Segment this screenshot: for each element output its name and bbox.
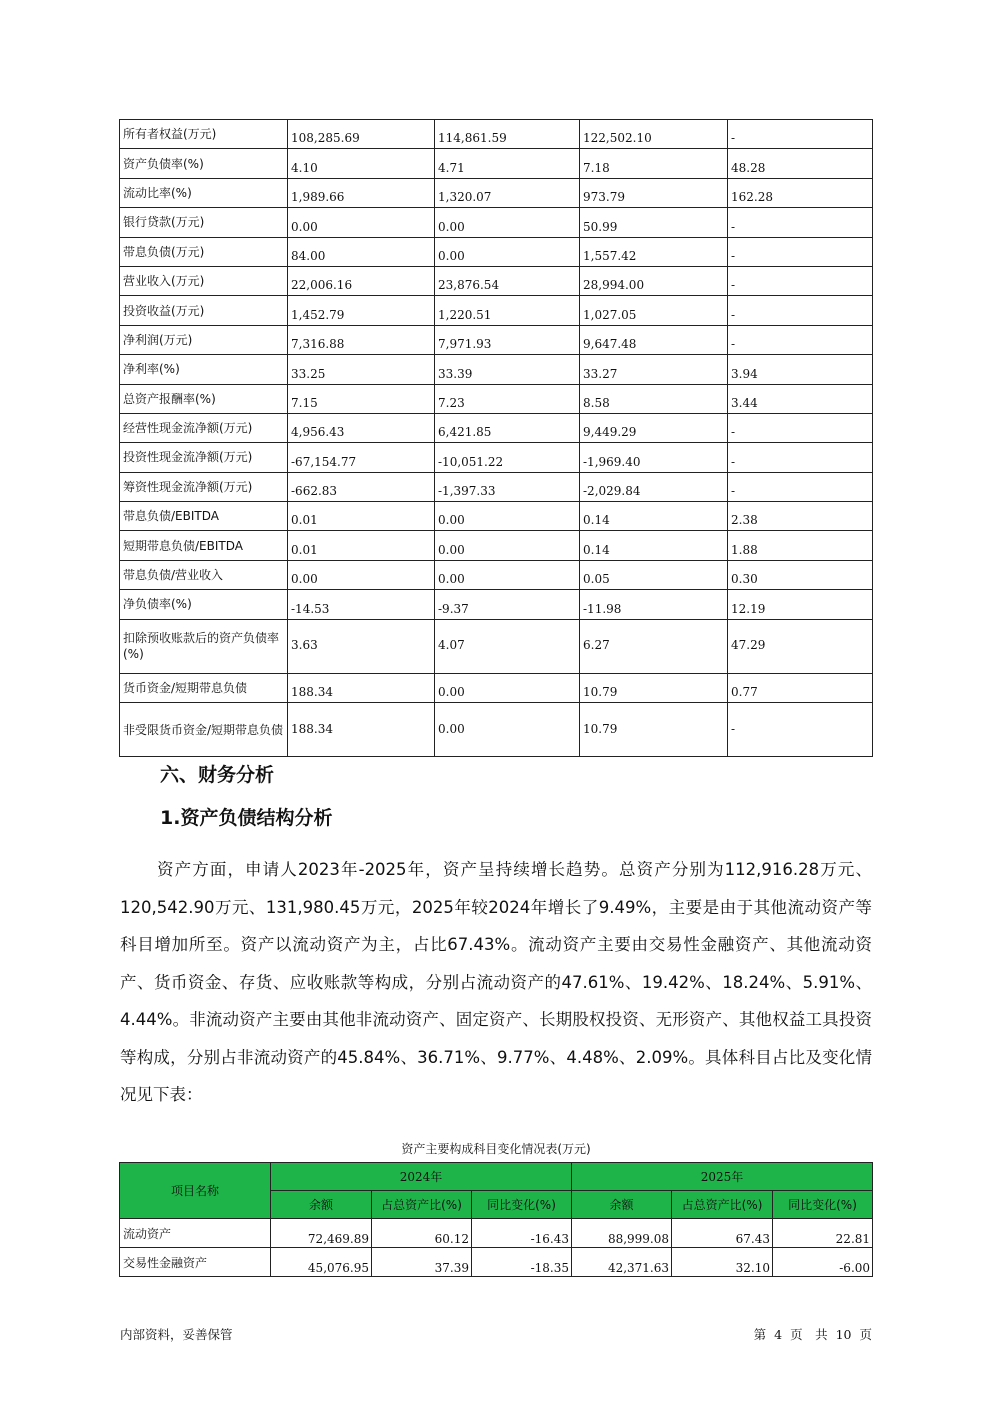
table-row xyxy=(120,619,873,673)
financial-metrics-table xyxy=(119,119,873,757)
row-label: 带息负债(万元) xyxy=(120,237,288,266)
row-label: 投资性现金流净额(万元) xyxy=(120,443,288,472)
section-title: 六、财务分析 xyxy=(160,764,275,786)
cell-value: 67.43 xyxy=(672,1219,773,1248)
table-row xyxy=(120,472,873,501)
row-label: 总资产报酬率(%) xyxy=(120,384,288,413)
cell-value: 3.63 xyxy=(288,619,435,673)
cell-value: - xyxy=(728,208,873,237)
cell-value: -16.43 xyxy=(472,1219,572,1248)
row-label: 货币资金/短期带息负债 xyxy=(120,673,288,702)
cell-value: 7.18 xyxy=(580,149,728,178)
table-row xyxy=(120,413,873,442)
table-row xyxy=(120,531,873,560)
subheader-yoy: 同比变化(%) xyxy=(472,1191,572,1219)
table-row xyxy=(120,502,873,531)
cell-value: -14.53 xyxy=(288,590,435,619)
subheader-share: 占总资产比(%) xyxy=(672,1191,773,1219)
cell-value: 0.01 xyxy=(288,502,435,531)
cell-value: 188.34 xyxy=(288,673,435,702)
row-label: 流动比率(%) xyxy=(120,178,288,207)
cell-value: 0.00 xyxy=(435,673,580,702)
cell-value: 7,971.93 xyxy=(435,325,580,354)
page-total: 10 xyxy=(835,1327,852,1342)
cell-value: 3.94 xyxy=(728,355,873,384)
row-label: 净利润(万元) xyxy=(120,325,288,354)
header-year-2024: 2024年 xyxy=(271,1163,572,1191)
cell-value: 10.79 xyxy=(580,703,728,757)
cell-value: 10.79 xyxy=(580,673,728,702)
cell-value: 9,647.48 xyxy=(580,325,728,354)
subsection-title: 1.资产负债结构分析 xyxy=(160,807,333,829)
cell-value: 1,557.42 xyxy=(580,237,728,266)
row-label: 投资收益(万元) xyxy=(120,296,288,325)
cell-value: 4,956.43 xyxy=(288,413,435,442)
table-row xyxy=(120,560,873,589)
cell-value: 22,006.16 xyxy=(288,266,435,295)
cell-value: 9,449.29 xyxy=(580,413,728,442)
cell-value: - xyxy=(728,325,873,354)
row-label: 资产负债率(%) xyxy=(120,149,288,178)
subheader-yoy: 同比变化(%) xyxy=(773,1191,873,1219)
cell-value: 0.01 xyxy=(288,531,435,560)
cell-value: 1,027.05 xyxy=(580,296,728,325)
cell-value: - xyxy=(728,266,873,295)
cell-value: 7.23 xyxy=(435,384,580,413)
cell-value: 4.10 xyxy=(288,149,435,178)
cell-value: 162.28 xyxy=(728,178,873,207)
cell-value: 33.27 xyxy=(580,355,728,384)
row-label: 所有者权益(万元) xyxy=(120,120,288,149)
cell-value: 0.77 xyxy=(728,673,873,702)
cell-value: 0.00 xyxy=(288,208,435,237)
cell-value: 0.14 xyxy=(580,502,728,531)
cell-value: 188.34 xyxy=(288,703,435,757)
cell-value: - xyxy=(728,413,873,442)
table-row xyxy=(120,178,873,207)
cell-value: 4.07 xyxy=(435,619,580,673)
row-label: 经营性现金流净额(万元) xyxy=(120,413,288,442)
cell-value: 72,469.89 xyxy=(271,1219,372,1248)
row-label: 扣除预收账款后的资产负债率(%) xyxy=(120,619,288,673)
page-mid: 页 共 xyxy=(790,1327,828,1342)
subheader-share: 占总资产比(%) xyxy=(372,1191,472,1219)
cell-value: 23,876.54 xyxy=(435,266,580,295)
page-suffix: 页 xyxy=(859,1327,872,1342)
cell-value: 32.10 xyxy=(672,1248,773,1277)
table-row xyxy=(120,120,873,149)
table-row xyxy=(120,590,873,619)
cell-value: 7.15 xyxy=(288,384,435,413)
page-prefix: 第 xyxy=(753,1327,767,1342)
cell-value: 60.12 xyxy=(372,1219,472,1248)
cell-value: 6,421.85 xyxy=(435,413,580,442)
analysis-paragraph: 资产方面，申请人2023年-2025年，资产呈持续增长趋势。总资产分别为112,916.28万元、120,542.90万元、131,980.45万元，2025年较2024年增长了9.49%，主要是由于其他流动资产等科目增加所至。资产以流动资产为主，占比67.43%。流动资产主要由交易性金融资产、其他流动资产、货币资金、存货、应收账款等构成，分别占流动资产的47.61%、19.42%、18.24%、5.91%、4.44%。非流动资产主要由其他非流动资产、固定资产、长期股权投资、无形资产、其他权益工具投资等构成，分别占非流动资产的45.84%、36.71%、9.77%、4.48%、2.09%。具体科目占比及变化情况见下表： xyxy=(120,860,872,1104)
cell-value: 33.39 xyxy=(435,355,580,384)
cell-value: 1.88 xyxy=(728,531,873,560)
table-row xyxy=(120,443,873,472)
cell-value: 108,285.69 xyxy=(288,120,435,149)
table-row xyxy=(120,149,873,178)
cell-value: -18.35 xyxy=(472,1248,572,1277)
row-label: 净负债率(%) xyxy=(120,590,288,619)
cell-value: 0.00 xyxy=(435,560,580,589)
row-label: 银行贷款(万元) xyxy=(120,208,288,237)
cell-value: 4.71 xyxy=(435,149,580,178)
table-row xyxy=(120,237,873,266)
cell-value: 84.00 xyxy=(288,237,435,266)
cell-value: 2.38 xyxy=(728,502,873,531)
cell-value: 50.99 xyxy=(580,208,728,237)
cell-value: 88,999.08 xyxy=(572,1219,672,1248)
page-number: 4 xyxy=(774,1327,783,1342)
cell-value: 0.30 xyxy=(728,560,873,589)
cell-value: 12.19 xyxy=(728,590,873,619)
cell-value: 42,371.63 xyxy=(572,1248,672,1277)
cell-value: -11.98 xyxy=(580,590,728,619)
table-caption: 资产主要构成科目变化情况表(万元) xyxy=(401,1142,591,1156)
cell-value: -2,029.84 xyxy=(580,472,728,501)
cell-value: 0.00 xyxy=(435,208,580,237)
page-indicator xyxy=(750,1325,872,1343)
cell-value: 3.44 xyxy=(728,384,873,413)
cell-value: -1,969.40 xyxy=(580,443,728,472)
header-item-name: 项目名称 xyxy=(120,1163,271,1219)
table-row xyxy=(120,673,873,702)
cell-value: 22.81 xyxy=(773,1219,873,1248)
cell-value: 47.29 xyxy=(728,619,873,673)
cell-value: 114,861.59 xyxy=(435,120,580,149)
table-row xyxy=(120,325,873,354)
cell-value: 33.25 xyxy=(288,355,435,384)
cell-value: - xyxy=(728,472,873,501)
asset-structure-table xyxy=(119,1162,873,1277)
cell-value: 1,989.66 xyxy=(288,178,435,207)
table-row xyxy=(120,703,873,757)
cell-value: -662.83 xyxy=(288,472,435,501)
cell-value: -9.37 xyxy=(435,590,580,619)
subheader-balance: 余额 xyxy=(572,1191,672,1219)
row-label: 净利率(%) xyxy=(120,355,288,384)
table-row xyxy=(120,296,873,325)
table-row xyxy=(120,384,873,413)
table-row xyxy=(120,266,873,295)
cell-value: 8.58 xyxy=(580,384,728,413)
cell-value: 0.05 xyxy=(580,560,728,589)
row-label: 筹资性现金流净额(万元) xyxy=(120,472,288,501)
cell-value: 0.00 xyxy=(435,531,580,560)
table-row xyxy=(120,208,873,237)
row-label: 带息负债/营业收入 xyxy=(120,560,288,589)
row-label: 短期带息负债/EBITDA xyxy=(120,531,288,560)
cell-value: -6.00 xyxy=(773,1248,873,1277)
cell-value: -67,154.77 xyxy=(288,443,435,472)
cell-value: 6.27 xyxy=(580,619,728,673)
cell-value: 0.00 xyxy=(435,703,580,757)
cell-value: - xyxy=(728,237,873,266)
header-year-2025: 2025年 xyxy=(572,1163,873,1191)
row-label: 营业收入(万元) xyxy=(120,266,288,295)
table-row xyxy=(120,355,873,384)
table-row xyxy=(120,1248,873,1277)
row-label: 带息负债/EBITDA xyxy=(120,502,288,531)
cell-value: 122,502.10 xyxy=(580,120,728,149)
cell-value: 1,320.07 xyxy=(435,178,580,207)
cell-value: - xyxy=(728,120,873,149)
cell-value: -1,397.33 xyxy=(435,472,580,501)
cell-value: 45,076.95 xyxy=(271,1248,372,1277)
cell-value: 7,316.88 xyxy=(288,325,435,354)
cell-value: 0.00 xyxy=(435,502,580,531)
footer-confidential: 内部资料，妥善保管 xyxy=(120,1327,233,1342)
row-label: 非受限货币资金/短期带息负债 xyxy=(120,703,288,757)
cell-value: 1,452.79 xyxy=(288,296,435,325)
cell-value: 48.28 xyxy=(728,149,873,178)
cell-value: 973.79 xyxy=(580,178,728,207)
subheader-balance: 余额 xyxy=(271,1191,372,1219)
table-row xyxy=(120,1219,873,1248)
cell-value: 0.00 xyxy=(435,237,580,266)
cell-value: 37.39 xyxy=(372,1248,472,1277)
cell-value: - xyxy=(728,443,873,472)
cell-value: 0.14 xyxy=(580,531,728,560)
row-label: 流动资产 xyxy=(120,1219,271,1248)
cell-value: - xyxy=(728,703,873,757)
cell-value: -10,051.22 xyxy=(435,443,580,472)
cell-value: 0.00 xyxy=(288,560,435,589)
cell-value: - xyxy=(728,296,873,325)
cell-value: 28,994.00 xyxy=(580,266,728,295)
cell-value: 1,220.51 xyxy=(435,296,580,325)
row-label: 交易性金融资产 xyxy=(120,1248,271,1277)
